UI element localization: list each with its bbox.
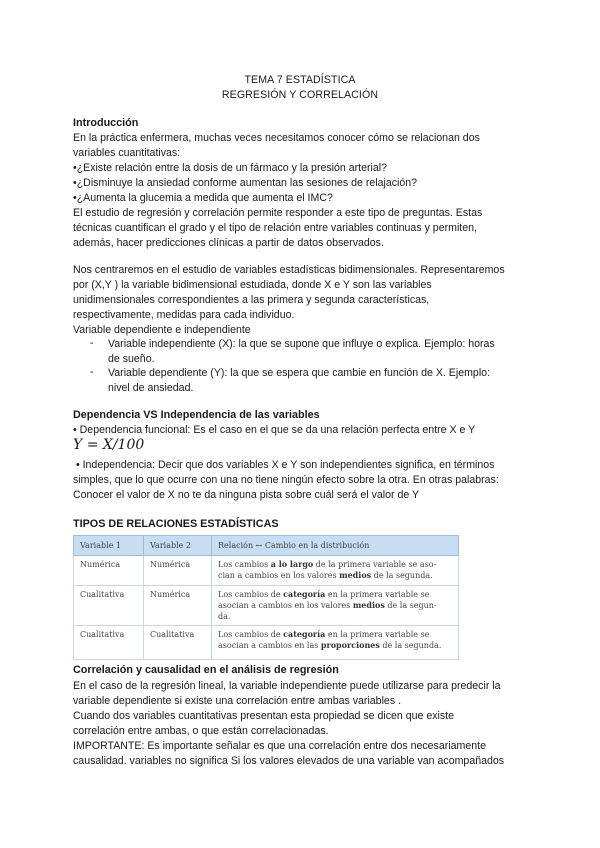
correlacion-heading: Correlación y causalidad en el análisis de regresión xyxy=(73,664,339,676)
desc-text: en la primera variable se xyxy=(325,630,430,639)
relations-table xyxy=(73,535,459,660)
intro-question: •¿Existe relación entre la dosis de un fármaco y la presión arterial? xyxy=(73,162,388,174)
table-cell: Cualitativa xyxy=(74,626,144,660)
list-item-independiente xyxy=(108,337,495,367)
correlacion-paragraph xyxy=(73,679,533,769)
table-cell-description xyxy=(212,556,459,586)
desc-text: asocian a cambios en las xyxy=(218,641,321,650)
variables-subheading: Variable dependiente e independiente xyxy=(73,324,251,336)
independencia-line: simples, que lo que ocurre con una no tiene ningún efecto sobre la otra. En otras palabras: xyxy=(73,474,499,486)
table-cell-description xyxy=(212,586,459,626)
column-header: Variable 1 xyxy=(74,536,144,556)
independencia-line: • Independencia: Decir que dos variables X e Y son independientes significa, en términos xyxy=(73,459,495,471)
list-marker: - xyxy=(90,366,94,378)
list-item-line: Variable dependiente (Y): la que se espera que cambie en función de X. Ejemplo: xyxy=(108,367,491,379)
desc-text: da. xyxy=(218,612,231,621)
table-cell-description xyxy=(212,626,459,660)
desc-text: Los cambios de xyxy=(218,590,284,599)
list-item-line: de sueño. xyxy=(108,353,155,365)
desc-bold: medios xyxy=(352,600,385,610)
desc-text: asocian a cambios en los valores xyxy=(218,601,353,610)
formula: Y = X/100 xyxy=(73,437,145,453)
document-title-line1: TEMA 7 ESTADÍSTICA xyxy=(244,74,356,86)
list-item-line: Variable independiente (X): la que se supone que influye o explica. Ejemplo: horas xyxy=(108,338,495,350)
desc-text: Los cambios de xyxy=(218,630,284,639)
desc-text: cian a cambios en los valores xyxy=(218,571,340,580)
intro-line: técnicas cuantifican el grado y el tipo de relación entre variables continuas y permiten, xyxy=(73,222,477,234)
intro-line: El estudio de regresión y correlación permite responder a este tipo de preguntas. Estas xyxy=(73,207,483,219)
independencia-paragraph xyxy=(73,458,533,503)
desc-bold: a lo largo xyxy=(270,559,314,569)
bidim-line: por (X,Y ) la variable bidimensional estudiada, donde X e Y son las variables xyxy=(73,279,432,291)
table-cell: Numérica xyxy=(144,556,212,586)
intro-heading: Introducción xyxy=(73,117,139,129)
correlacion-line: correlación entre ambas, o que están correlacionadas. xyxy=(73,725,329,737)
table-cell: Cualitativa xyxy=(74,586,144,626)
dependencia-funcional-text: • Dependencia funcional: Es el caso en el que se da una relación perfecta entre X e Y xyxy=(73,424,476,436)
table-row xyxy=(74,626,459,660)
desc-text: de la segunda. xyxy=(371,571,433,580)
desc-bold: medios xyxy=(339,570,372,580)
intro-line: además, hacer predicciones clínicas a partir de datos observados. xyxy=(73,237,384,249)
list-item-line: nivel de ansiedad. xyxy=(108,382,194,394)
desc-text: en la primera variable se xyxy=(325,590,430,599)
column-header: Relación ↔ Cambio en la distribución xyxy=(212,536,459,556)
correlacion-line: IMPORTANTE: Es importante señalar es que una correlación entre dos necesariamente xyxy=(73,740,486,752)
intro-question: •¿Aumenta la glucemia a medida que aumenta el IMC? xyxy=(73,192,333,204)
table-row xyxy=(74,586,459,626)
correlacion-line: En el caso de la regresión lineal, la variable independiente puede utilizarse para predecir la xyxy=(73,680,501,692)
bidim-line: respectivamente, medidas para cada individuo. xyxy=(73,309,295,321)
desc-bold: categoría xyxy=(283,629,326,639)
desc-bold: categoría xyxy=(283,589,326,599)
list-item-dependiente xyxy=(108,366,490,396)
list-marker: - xyxy=(90,337,94,349)
table-row xyxy=(74,556,459,586)
intro-line: En la práctica enfermera, muchas veces necesitamos conocer cómo se relacionan dos xyxy=(73,132,480,144)
correlacion-line: causalidad. variables no significa Si los valores elevados de una variable van acompañados xyxy=(73,755,505,767)
intro-paragraph xyxy=(73,131,533,251)
intro-question: •¿Disminuye la ansiedad conforme aumentan las sesiones de relajación? xyxy=(73,177,418,189)
desc-text: de la primera variable se aso- xyxy=(313,560,437,569)
desc-text: Los cambios xyxy=(218,560,271,569)
desc-text: de la segun- xyxy=(384,601,437,610)
tipos-heading: TIPOS DE RELACIONES ESTADÍSTICAS xyxy=(73,518,279,530)
desc-text: de la segunda. xyxy=(379,641,442,650)
correlacion-line: Cuando dos variables cuantitativas presentan esta propiedad se dicen que existe xyxy=(73,710,455,722)
table-cell: Numérica xyxy=(74,556,144,586)
intro-line: variables cuantitativas: xyxy=(73,147,181,159)
table-cell: Cualitativa xyxy=(144,626,212,660)
dependencia-heading: Dependencia VS Independencia de las variables xyxy=(73,409,320,421)
bidim-line: Nos centraremos en el estudio de variables estadísticas bidimensionales. Representaremos xyxy=(73,264,505,276)
document-title-line2: REGRESIÓN Y CORRELACIÓN xyxy=(221,89,379,101)
independencia-line: Conocer el valor de X no te da ninguna pista sobre cuál será el valor de Y xyxy=(73,489,420,501)
table-cell: Numérica xyxy=(144,586,212,626)
bidim-line: unidimensionales correspondientes a las primera y segunda características, xyxy=(73,294,430,306)
column-header: Variable 2 xyxy=(144,536,212,556)
bidimensional-paragraph xyxy=(73,263,533,338)
correlacion-line: variable dependiente si existe una correlación entre ambas variables . xyxy=(73,695,402,707)
desc-bold: proporciones xyxy=(320,640,380,650)
table-header-row xyxy=(74,536,459,556)
